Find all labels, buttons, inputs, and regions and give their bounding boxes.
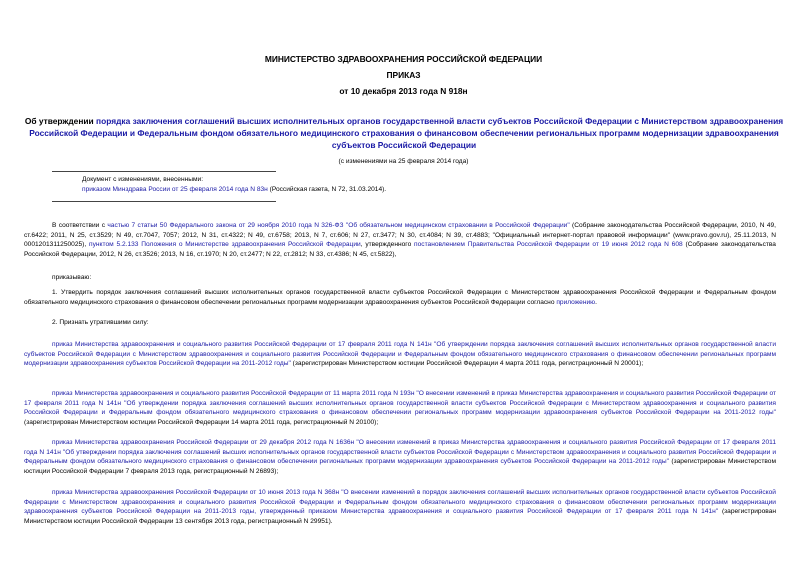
- item1-appendix-link[interactable]: приложению: [556, 298, 596, 306]
- repealed-item: [24, 488, 776, 526]
- divider-bottom: [52, 201, 276, 202]
- changes-note: (с изменениями на 25 февраля 2014 года): [338, 158, 469, 165]
- order-word: приказываю:: [52, 274, 92, 281]
- doc-changes-link[interactable]: приказом Минздрава России от 25 февраля 2014 года N 83н: [82, 186, 268, 193]
- divider-top: [52, 171, 276, 172]
- repealed-link-4[interactable]: приказ Министерства здравоохранения Российской Федерации от 10 июня 2013 года N 368н "О внесении изменений в порядок заключения соглашений высших исполнительных органов государственной власти субъектов Российской Федерации с Министерством здравоохранения и социального развития Российской Федерации и Федеральным фондом обязательного медицинского страхования о финансовом обеспечении региональных программ модернизации здравоохранения субъектов Российской Федерации на 2011-2013 годы, утвержденный приказом Министерства здравоохранения и социального развития Российской Федерации от 17 февраля 2011 года N 141н": [24, 489, 776, 516]
- repealed-link-3[interactable]: приказ Министерства здравоохранения Российской Федерации от 29 декабря 2012 года N 1636н "О внесении изменений в приказ Министерства здравоохранения и социального развития Российской Федерации от 17 февраля 2011 года N 141н "Об утверждении порядка заключения соглашений высших исполнительных органов государственной власти субъектов Российской Федерации с Министерством здравоохранения и социального развития Российской Федерации и Федеральным фондом обязательного медицинского страхования о финансовом обеспечении региональных программ модернизации здравоохранения субъектов Российской Федерации на 2011-2012 годы": [24, 439, 776, 466]
- item2-label: 2. Признать утратившими силу:: [52, 319, 149, 326]
- item1-paragraph: [24, 288, 776, 307]
- preamble-text-3: , утвержденного: [360, 241, 415, 249]
- repealed-item: [24, 438, 776, 476]
- repealed-item: [24, 389, 776, 427]
- repealed-link-2[interactable]: приказ Министерства здравоохранения и социального развития Российской Федерации от 11 марта 2011 года N 193н "О внесении изменений в приказ Министерства здравоохранения и социального развития Российской Федерации от 17 февраля 2011 года N 141н "Об утверждении порядка заключения соглашений высших исполнительных органов государственной власти субъектов Российской Федерации с Министерством здравоохранения и социального развития Российской Федерации и Федеральным фондом обязательного медицинского страхования о финансовом обеспечении региональных программ модернизации здравоохранения субъектов Российской Федерации на 2011-2012 годы": [24, 390, 776, 417]
- preamble-text-2: (Собрание законодательства Российской Федерации, 2010, N 49, ст.6422; 2011, N 25, ст.3529; N 49, ст.7047, 7057; 2012, N 31, ст.4322; N 49, ст.6758; 2013, N 7, ст.606; N 27, ст.3477; N 30, ст.4084; N 39, ст.4883; "Официальный интернет-портал правовой информации" (www.pravo.gov.ru), 25.11.2013, N 0001201311250025),: [24, 222, 776, 249]
- preamble-link-law[interactable]: частью 7 статьи 50 Федерального закона от 29 ноября 2010 года N 326-ФЗ "Об обязательном медицинском страховании в Российской Федерации": [107, 222, 570, 229]
- preamble-link-resolution[interactable]: постановлением Правительства Российской Федерации от 19 июня 2012 года N 608: [414, 241, 683, 249]
- repealed-rest-2: (зарегистрирован Министерством юстиции Российской Федерации 14 марта 2011 года, регистрационный N 20100);: [24, 418, 379, 426]
- title-prefix: Об утверждении: [24, 116, 97, 126]
- document-title: [24, 115, 784, 151]
- title-link[interactable]: порядка заключения соглашений высших исполнительных органов государственной власти субъектов Российской Федерации с Министерством здравоохранения Российской Федерации и Федеральным фондом обязательного медицинского страхования о финансовом обеспечении региональных программ модернизации здравоохранения субъектов Российской Федерации: [29, 116, 784, 150]
- repealed-rest-1: (зарегистрирован Министерством юстиции Российской Федерации 4 марта 2011 года, регистрационный N 20001);: [290, 360, 644, 368]
- preamble-text-1: В соответствии с: [52, 222, 108, 229]
- doc-changes-label: Документ с изменениями, внесенными:: [82, 176, 204, 183]
- repealed-link-1[interactable]: приказ Министерства здравоохранения и социального развития Российской Федерации от 17 февраля 2011 года N 141н "Об утверждении порядка заключения соглашений высших исполнительных органов государственной власти субъектов Российской Федерации с Министерством здравоохранения и социального развития Российской Федерации и Федеральным фондом обязательного медицинского страхования о финансовом обеспечении региональных программ модернизации здравоохранения субъектов Российской Федерации на 2011-2012 годы": [24, 341, 776, 368]
- doc-type-heading: ПРИКАЗ: [386, 70, 421, 80]
- date-number-heading: от 10 декабря 2013 года N 918н: [339, 86, 468, 96]
- repealed-rest-3: (зарегистрирован Министерством юстиции Российской Федерации 7 февраля 2013 года, регистрационный N 26893);: [24, 458, 776, 475]
- item1-text: 1. Утвердить порядок заключения соглашений высших исполнительных органов государственной власти субъектов Российской Федерации с Министерством здравоохранения Российской Федерации и Федеральным фондом обязательного медицинского страхования о финансовом обеспечении региональных программ модернизации здравоохранения субъектов Российской Федерации согласно: [24, 289, 776, 306]
- repealed-item: [24, 340, 776, 369]
- preamble-paragraph: [24, 221, 776, 259]
- repealed-rest-4: (зарегистрирован Министерством юстиции Российской Федерации 13 сентября 2013 года, регистрационный N 29951).: [24, 508, 776, 525]
- doc-changes-line: [82, 185, 722, 195]
- ministry-heading: МИНИСТЕРСТВО ЗДРАВООХРАНЕНИЯ РОССИЙСКОЙ ФЕДЕРАЦИИ: [264, 54, 543, 64]
- preamble-text-4: (Собрание законодательства Российской Федерации, 2012, N 26, ст.3526; 2013, N 16, ст.1970; N 20, ст.2477; N 22, ст.2812; N 33, ст.4386; N 45, ст.5822),: [24, 241, 776, 258]
- preamble-link-regulation[interactable]: пунктом 5.2.133 Положения о Министерстве здравоохранения Российской Федерации: [89, 241, 361, 249]
- item1-end: .: [595, 298, 597, 306]
- doc-changes-rest: (Российская газета, N 72, 31.03.2014).: [267, 186, 387, 193]
